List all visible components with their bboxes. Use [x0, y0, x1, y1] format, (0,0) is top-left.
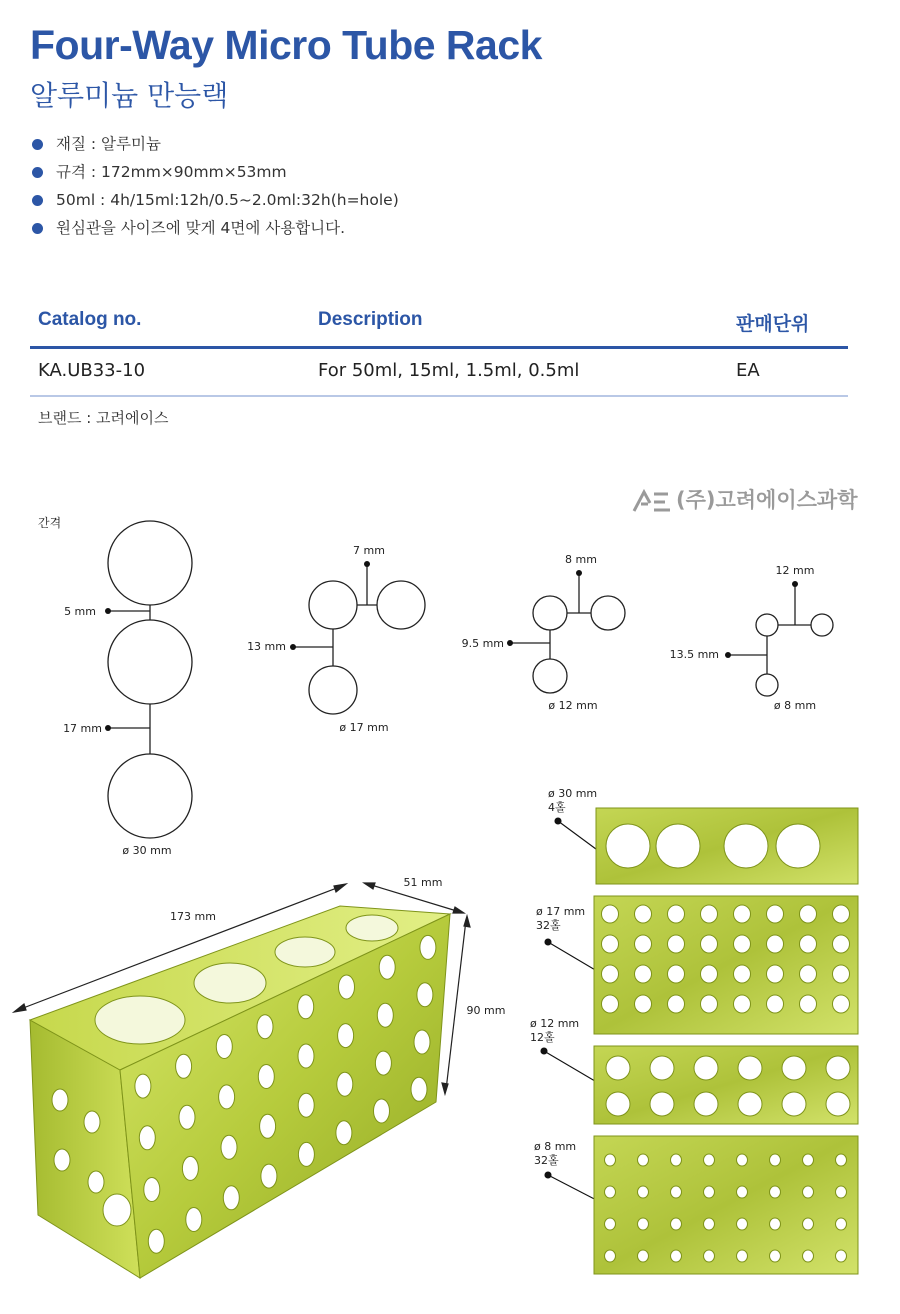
- panel-hole-8: [770, 1250, 781, 1262]
- panel-hole-17: [701, 905, 718, 923]
- panel-hole-17: [734, 905, 751, 923]
- table-header: [30, 300, 848, 349]
- rack-hole: [257, 1015, 273, 1039]
- panel-hole-8: [770, 1154, 781, 1166]
- rack-hole: [144, 1178, 160, 1202]
- panel-hole-17: [602, 965, 619, 983]
- rack-hole: [182, 1156, 198, 1180]
- d8-vertical-label: 13.5 mm: [669, 648, 719, 661]
- panel-hole-8: [803, 1154, 814, 1166]
- panel-hole-8: [638, 1186, 649, 1198]
- panel-hole-8: [836, 1250, 847, 1262]
- panel-hole-8: [704, 1250, 715, 1262]
- header-description: Description: [318, 309, 423, 330]
- panel-hole-8: [836, 1218, 847, 1230]
- panel-hole-30: [724, 824, 768, 868]
- d30-diameter-label: ø 30 mm: [122, 844, 172, 857]
- panel-hole-8: [605, 1250, 616, 1262]
- face-panels: [528, 786, 888, 1286]
- panel-hole-8: [836, 1186, 847, 1198]
- panel-hole-17: [833, 965, 850, 983]
- rack-hole: [420, 935, 436, 959]
- panel-hole-30: [656, 824, 700, 868]
- spacing-d8: [728, 584, 833, 696]
- panel-hole-17: [635, 905, 652, 923]
- panel-hole-30: [776, 824, 820, 868]
- rack-hole: [339, 975, 355, 999]
- rack-hole: [260, 1114, 276, 1138]
- panel-hole-17: [767, 935, 784, 953]
- rack-hole: [223, 1186, 239, 1210]
- panel-hole-8: [803, 1186, 814, 1198]
- panel-hole-8: [737, 1186, 748, 1198]
- rack-hole: [261, 1164, 277, 1188]
- d30-gap-label: 5 mm: [64, 605, 96, 618]
- panel-hole-17: [701, 965, 718, 983]
- panel-hole-8: [605, 1186, 616, 1198]
- panel-hole-8: [638, 1154, 649, 1166]
- panel-hole-17: [635, 965, 652, 983]
- panel-hole-17: [734, 965, 751, 983]
- d12-diameter-label: ø 12 mm: [548, 699, 598, 712]
- rack-hole: [258, 1065, 274, 1089]
- d8-horizontal-label: 12 mm: [775, 564, 815, 577]
- panel-hole-17: [668, 995, 685, 1013]
- face2-diameter: ø 17 mm: [536, 905, 586, 918]
- panel-hole-8: [803, 1250, 814, 1262]
- rack-hole: [176, 1054, 192, 1078]
- panel-hole-17: [668, 965, 685, 983]
- rack-height-label: 90 mm: [466, 1004, 506, 1017]
- panel-hole-17: [668, 935, 685, 953]
- face4-diameter: ø 8 mm: [534, 1140, 577, 1153]
- panel-hole-8: [737, 1250, 748, 1262]
- panel-hole-17: [800, 965, 817, 983]
- hole-30-middle: [108, 620, 192, 704]
- panel-hole-17: [635, 935, 652, 953]
- rack-hole: [186, 1208, 202, 1232]
- panel-hole-8: [605, 1154, 616, 1166]
- panel-hole-8: [770, 1218, 781, 1230]
- rack-hole: [379, 955, 395, 979]
- panel-hole-12: [782, 1056, 806, 1080]
- panel-hole-8: [671, 1250, 682, 1262]
- rack-hole: [374, 1099, 390, 1123]
- spec-item-usage: 원심관을 사이즈에 맞게 4면에 사용합니다.: [30, 216, 399, 244]
- panel-hole-17: [701, 935, 718, 953]
- hole-30-top: [108, 521, 192, 605]
- d8-diameter-label: ø 8 mm: [773, 699, 817, 712]
- face-panel-8: [594, 1136, 858, 1274]
- spec-list: [30, 132, 399, 244]
- panel-hole-8: [836, 1154, 847, 1166]
- face-panel-12: [594, 1046, 858, 1124]
- hole-30-bottom: [108, 754, 192, 838]
- rack-hole: [338, 1024, 354, 1048]
- spacing-d17: [293, 564, 425, 714]
- face1-diameter: ø 30 mm: [548, 787, 598, 800]
- rack-hole: [298, 1044, 314, 1068]
- d17-horizontal-label: 7 mm: [353, 544, 385, 557]
- panel-hole-8: [671, 1218, 682, 1230]
- rack-hole: [216, 1035, 232, 1059]
- panel-hole-12: [650, 1092, 674, 1116]
- d12-horizontal-label: 8 mm: [565, 553, 597, 566]
- panel-hole-17: [602, 905, 619, 923]
- panel-hole-30: [606, 824, 650, 868]
- spacing-d12: [510, 573, 625, 693]
- panel-hole-17: [800, 905, 817, 923]
- panel-hole-17: [668, 905, 685, 923]
- panel-hole-12: [738, 1056, 762, 1080]
- panel-hole-17: [767, 905, 784, 923]
- panel-hole-17: [833, 995, 850, 1013]
- panel-hole-17: [767, 995, 784, 1013]
- rack-hole: [377, 1003, 393, 1027]
- panel-hole-17: [800, 935, 817, 953]
- panel-hole-12: [826, 1056, 850, 1080]
- table-row: [30, 349, 848, 397]
- d30-pitch-label: 17 mm: [63, 722, 102, 735]
- rack-hole: [298, 1142, 314, 1166]
- rack-hole: [417, 983, 433, 1007]
- face2-holes: 32홀: [536, 919, 561, 932]
- rack-hole: [298, 1093, 314, 1117]
- rack-hole: [375, 1051, 391, 1075]
- rack-hole: [337, 1072, 353, 1096]
- panel-hole-12: [694, 1092, 718, 1116]
- panel-hole-8: [671, 1154, 682, 1166]
- face3-diameter: ø 12 mm: [530, 1017, 580, 1030]
- cell-unit: EA: [736, 360, 760, 381]
- rack-illustration: [0, 870, 520, 1290]
- rack-hole: [298, 995, 314, 1019]
- panel-hole-17: [833, 905, 850, 923]
- d17-vertical-label: 13 mm: [247, 640, 286, 653]
- panel-hole-17: [767, 965, 784, 983]
- spec-item-capacity: 50ml : 4h/15ml:12h/0.5~2.0ml:32h(h=hole): [30, 188, 399, 216]
- panel-hole-17: [602, 935, 619, 953]
- rack-hole: [148, 1229, 164, 1253]
- header-unit: 판매단위: [736, 314, 810, 335]
- panel-hole-8: [638, 1218, 649, 1230]
- cell-catalog: KA.UB33-10: [38, 360, 146, 381]
- spacing-d30: [108, 521, 192, 838]
- rack-hole: [414, 1030, 430, 1054]
- panel-hole-8: [737, 1154, 748, 1166]
- panel-hole-12: [738, 1092, 762, 1116]
- panel-hole-12: [606, 1092, 630, 1116]
- panel-hole-8: [638, 1250, 649, 1262]
- panel-hole-8: [737, 1218, 748, 1230]
- header-catalog: Catalog no.: [38, 309, 142, 330]
- page-subtitle: 알루미늄 만능랙: [30, 79, 229, 112]
- panel-hole-8: [704, 1186, 715, 1198]
- panel-hole-8: [671, 1186, 682, 1198]
- d12-vertical-label: 9.5 mm: [461, 637, 504, 650]
- panel-hole-8: [704, 1154, 715, 1166]
- d17-diameter-label: ø 17 mm: [339, 721, 389, 734]
- rack-length-label: 173 mm: [170, 910, 216, 923]
- panel-hole-17: [800, 995, 817, 1013]
- face-panels-svg: [528, 786, 888, 1286]
- panel-hole-8: [803, 1218, 814, 1230]
- panel-hole-17: [734, 995, 751, 1013]
- panel-hole-12: [782, 1092, 806, 1116]
- rack-hole: [336, 1121, 352, 1145]
- panel-hole-17: [635, 995, 652, 1013]
- face1-holes: 4홀: [548, 801, 566, 814]
- rack-hole: [219, 1085, 235, 1109]
- rack-hole: [139, 1126, 155, 1150]
- rack-hole: [411, 1077, 427, 1101]
- panel-hole-8: [770, 1186, 781, 1198]
- spec-item-material: 재질 : 알루미늄: [30, 132, 399, 160]
- logo-text: (주)고려에이스과학: [676, 488, 858, 512]
- brand-line: 브랜드 : 고려에이스: [38, 409, 169, 427]
- panel-hole-12: [650, 1056, 674, 1080]
- panel-hole-12: [826, 1092, 850, 1116]
- panel-hole-8: [704, 1218, 715, 1230]
- panel-hole-12: [694, 1056, 718, 1080]
- panel-hole-8: [605, 1218, 616, 1230]
- face4-holes: 32홀: [534, 1154, 559, 1167]
- panel-hole-12: [606, 1056, 630, 1080]
- spec-item-size: 규격 : 172mm×90mm×53mm: [30, 160, 399, 188]
- rack-width-label: 51 mm: [403, 876, 443, 889]
- panel-hole-17: [701, 995, 718, 1013]
- face-panel-17: [594, 896, 858, 1034]
- face3-holes: 12홀: [530, 1031, 555, 1044]
- spacing-label: 간격: [38, 516, 62, 530]
- panel-hole-17: [833, 935, 850, 953]
- panel-hole-17: [734, 935, 751, 953]
- rack-hole: [221, 1135, 237, 1159]
- cell-description: For 50ml, 15ml, 1.5ml, 0.5ml: [318, 360, 580, 381]
- rack-hole: [179, 1105, 195, 1129]
- rack-hole: [135, 1074, 151, 1098]
- page-title: Four-Way Micro Tube Rack: [30, 22, 542, 68]
- panel-hole-17: [602, 995, 619, 1013]
